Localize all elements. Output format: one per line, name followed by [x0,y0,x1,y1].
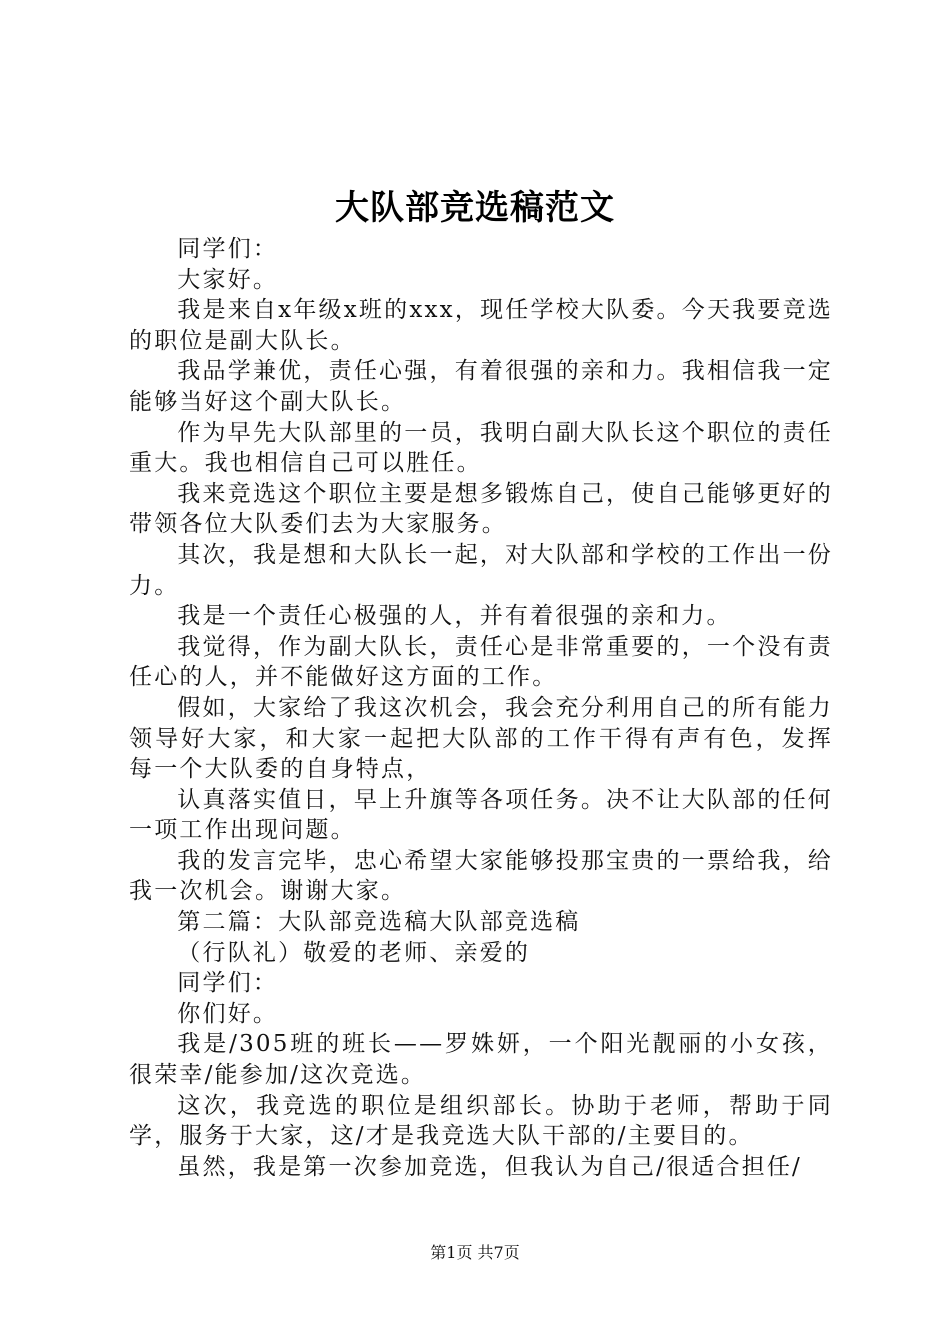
paragraph: 我来竞选这个职位主要是想多锻炼自己，使自己能够更好的带领各位大队委们去为大家服务。 [129,480,833,538]
document-title: 大队部竞选稿范文 [335,188,615,228]
paragraph: 假如，大家给了我这次机会，我会充分利用自己的所有能力领导好大家，和大家一起把大队部的工作干得有声有色，发挥每一个大队委的自身特点， [129,694,833,783]
paragraph: 大家好。 [177,266,279,293]
paragraph: 虽然，我是第一次参加竞选，但我认为自己/很适合担任/ [177,1153,802,1180]
paragraph: 我是/305班的班长——罗姝妍，一个阳光靓丽的小女孩，很荣幸/能参加/这次竞选。 [129,1031,833,1089]
paragraph: 我品学兼优，责任心强，有着很强的亲和力。我相信我一定能够当好这个副大队长。 [129,358,833,415]
paragraph: 其次，我是想和大队长一起，对大队部和学校的工作出一份力。 [129,541,833,599]
page-number-footer: 第1页 共7页 [430,1243,520,1262]
paragraph: （行队礼）敬爱的老师、亲爱的 [177,939,531,966]
paragraph: 作为早先大队部里的一员，我明白副大队长这个职位的责任重大。我也相信自己可以胜任。 [129,419,833,477]
paragraph: 我的发言完毕，忠心希望大家能够投那宝贵的一票给我，给我一次机会。谢谢大家。 [129,847,833,905]
paragraph: 同学们： [177,970,279,997]
paragraph: 同学们： [177,236,279,262]
paragraph: 我觉得，作为副大队长，责任心是非常重要的，一个没有责任心的人，并不能做好这方面的工作。 [129,633,833,691]
paragraph: 我是来自x年级x班的xxx，现任学校大队委。今天我要竞选的职位是副大队长。 [129,297,833,354]
paragraph: 我是一个责任心极强的人，并有着很强的亲和力。 [177,603,732,630]
section-heading: 第二篇：大队部竞选稿大队部竞选稿 [177,909,581,936]
paragraph: 认真落实值日，早上升旗等各项任务。决不让大队部的任何一项工作出现问题。 [129,786,833,844]
document-body [129,234,833,1182]
paragraph: 这次，我竞选的职位是组织部长。协助于老师，帮助于同学，服务于大家，这/才是我竞选大队干部的/主要目的。 [129,1092,833,1150]
paragraph: 你们好。 [177,1000,279,1027]
